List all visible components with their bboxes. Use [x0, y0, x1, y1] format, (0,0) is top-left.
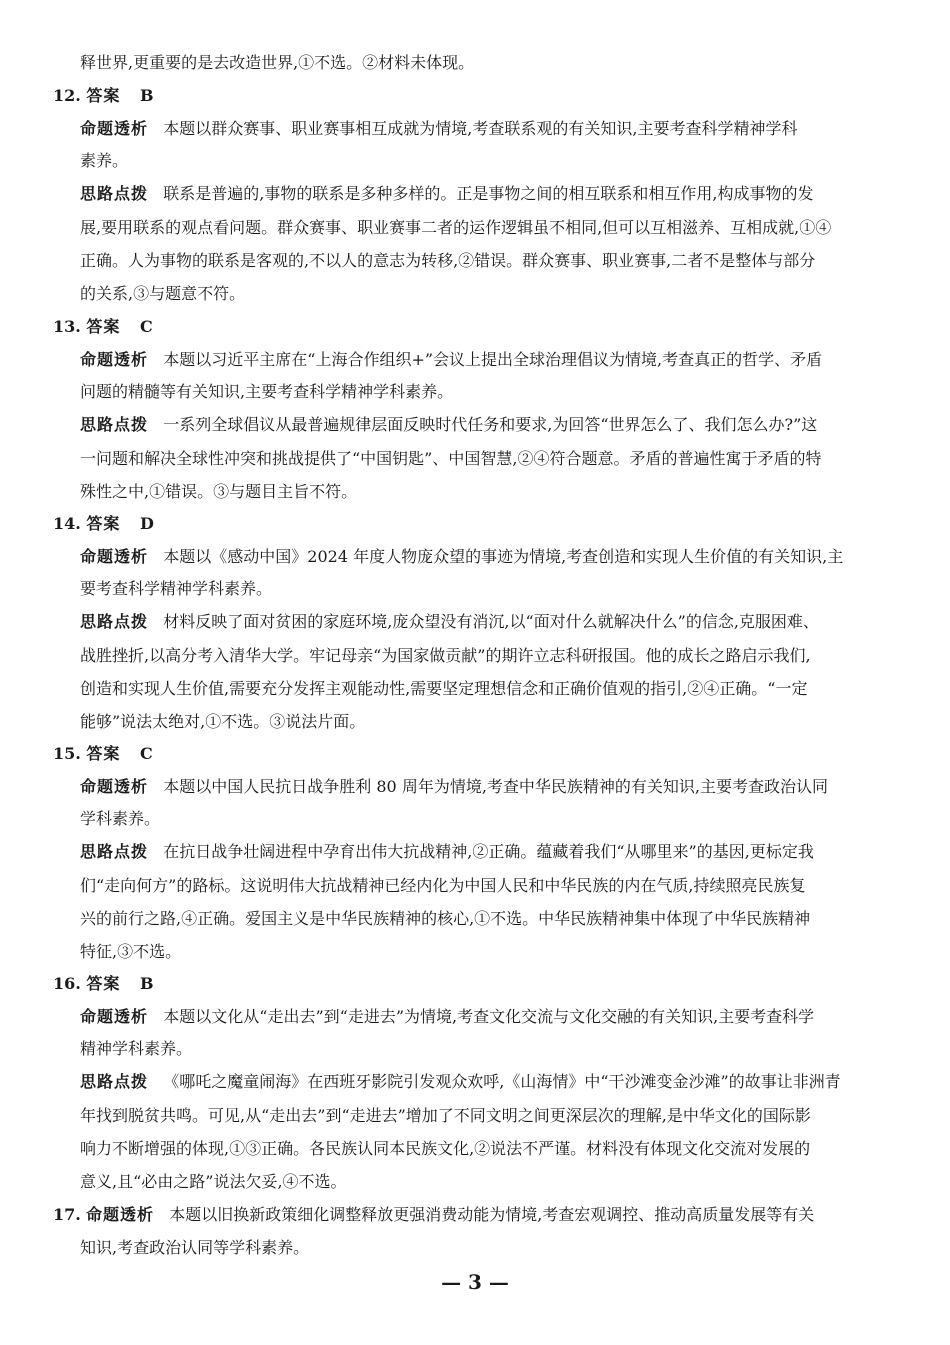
question-number: 12. [53, 86, 81, 105]
hint-label: 思路点拨 [80, 842, 149, 861]
hint-line: 正确。人为事物的联系是客观的,不以人的意志为转移,②错误。群众赛事、职业赛事,二者不是整体与部分 [80, 251, 816, 270]
hint-line: 响力不断增强的体现,①③正确。各民族认同本民族文化,②说法不严谨。材料没有体现文化交流对发展的 [80, 1139, 811, 1158]
question-number: 16. [53, 974, 81, 993]
answer-label: 答案 [86, 974, 121, 993]
intro-label: 命题透析 [85, 1205, 154, 1224]
answer-label: 答案 [86, 317, 121, 336]
hint-text: 在抗日战争壮阔进程中孕育出伟大抗战精神,②正确。蕴藏着我们“从哪里来”的基因,更标定我 [163, 842, 814, 861]
hint-line: 能够”说法太绝对,①不选。③说法片面。 [80, 712, 366, 731]
intro-text: 本题以旧换新政策细化调整释放更强消费动能为情境,考查宏观调控、推动高质量发展等有关 [169, 1205, 815, 1224]
intro-line: 要考查科学精神学科素养。 [80, 579, 273, 598]
intro-text: 本题以习近平主席在“上海合作组织+”会议上提出全球治理倡议为情境,考查真正的哲学、矛盾 [163, 350, 823, 369]
text-line: 释世界,更重要的是去改造世界,①不选。②材料未体现。 [80, 53, 475, 72]
intro-text: 本题以中国人民抗日战争胜利 80 周年为情境,考查中华民族精神的有关知识,主要考查政治认同 [163, 777, 828, 796]
hint-line: 意义,且“必由之路”说法欠妥,④不选。 [80, 1172, 347, 1191]
hint-line [80, 1071, 841, 1093]
intro-text: 本题以《感动中国》2024 年度人物庞众望的事迹为情境,考查创造和实现人生价值的有关知识,主 [163, 547, 844, 566]
intro-text: 本题以群众赛事、职业赛事相互成就为情境,考查联系观的有关知识,主要考查科学精神学科 [163, 119, 798, 138]
hint-label: 思路点拨 [80, 415, 149, 434]
question-12 [53, 85, 154, 107]
hint-line: 创造和实现人生价值,需要充分发挥主观能动性,需要坚定理想信念和正确价值观的指引,②④正确。“一定 [80, 679, 808, 698]
intro-label: 命题透析 [80, 350, 149, 369]
answer-value: B [140, 86, 154, 105]
answer-value: C [140, 744, 153, 763]
intro-text: 本题以文化从“走出去”到“走进去”为情境,考查文化交流与文化交融的有关知识,主要考查科学 [163, 1007, 815, 1026]
hint-text: 联系是普遍的,事物的联系是多种多样的。正是事物之间的相互联系和相互作用,构成事物的发 [163, 184, 814, 203]
intro-label: 命题透析 [80, 119, 149, 138]
question-15 [53, 743, 153, 765]
intro-line [80, 349, 822, 371]
hint-text: 《哪吒之魔童闹海》在西班牙影院引发观众欢呼,《山海情》中“干沙滩变金沙滩”的故事让非洲青 [163, 1072, 841, 1091]
intro-line: 素养。 [80, 151, 129, 170]
hint-line: 特征,③不选。 [80, 942, 182, 961]
question-13 [53, 316, 153, 338]
hint-line: 一问题和解决全球性冲突和挑战提供了“中国钥匙”、中国智慧,②④符合题意。矛盾的普遍性寓于矛盾的特 [80, 449, 822, 468]
hint-line: 兴的前行之路,④正确。爱国主义是中华民族精神的核心,①不选。中华民族精神集中体现了中华民族精神 [80, 909, 811, 928]
question-number: 15. [53, 744, 81, 763]
hint-label: 思路点拨 [80, 612, 149, 631]
intro-line: 精神学科素养。 [80, 1039, 193, 1058]
answer-label: 答案 [86, 86, 121, 105]
intro-line: 知识,考查政治认同等学科素养。 [80, 1238, 310, 1257]
hint-line [80, 414, 817, 436]
question-16 [53, 973, 154, 995]
hint-label: 思路点拨 [80, 184, 149, 203]
answer-value: D [140, 514, 154, 533]
hint-line: 展,要用联系的观点看问题。群众赛事、职业赛事二者的运作逻辑虽不相同,但可以互相滋养、互相成就,①④ [80, 218, 832, 237]
hint-line [80, 841, 814, 863]
answer-value: B [140, 974, 154, 993]
hint-text: 一系列全球倡议从最普遍规律层面反映时代任务和要求,为回答“世界怎么了、我们怎么办?”这 [163, 415, 818, 434]
intro-line: 学科素养。 [80, 809, 161, 828]
hint-line [80, 611, 819, 633]
question-14 [53, 513, 154, 535]
question-number: 14. [53, 514, 81, 533]
hint-line [80, 183, 813, 205]
answer-label: 答案 [86, 744, 121, 763]
hint-line: 年找到脱贫共鸣。可见,从“走出去”到“走进去”增加了不同文明之间更深层次的理解,是中华文化的国际影 [80, 1106, 811, 1125]
intro-label: 命题透析 [80, 1007, 149, 1026]
hint-text: 材料反映了面对贫困的家庭环境,庞众望没有消沉,以“面对什么就解决什么”的信念,克服困难、 [163, 612, 819, 631]
answer-value: C [140, 317, 153, 336]
hint-line: 的关系,③与题意不符。 [80, 284, 246, 303]
intro-line [80, 546, 843, 568]
intro-label: 命题透析 [80, 777, 149, 796]
hint-line: 战胜挫折,以高分考入清华大学。牢记母亲“为国家做贡献”的期许立志科研报国。他的成长之路启示我们, [80, 646, 811, 665]
question-number: 13. [53, 317, 81, 336]
intro-line [80, 776, 828, 798]
hint-line: 们“走向何方”的路标。这说明伟大抗战精神已经内化为中国人民和中华民族的内在气质,持续照亮民族复 [80, 876, 806, 895]
intro-line [80, 1006, 814, 1028]
question-17 [53, 1204, 814, 1226]
question-number: 17. [53, 1205, 81, 1224]
hint-line: 殊性之中,①错误。③与题目主旨不符。 [80, 482, 358, 501]
intro-label: 命题透析 [80, 547, 149, 566]
intro-line [80, 118, 797, 140]
intro-line: 问题的精髓等有关知识,主要考查科学精神学科素养。 [80, 382, 454, 401]
answer-label: 答案 [86, 514, 121, 533]
hint-label: 思路点拨 [80, 1072, 149, 1091]
page-number: — 3 — [441, 1270, 509, 1294]
